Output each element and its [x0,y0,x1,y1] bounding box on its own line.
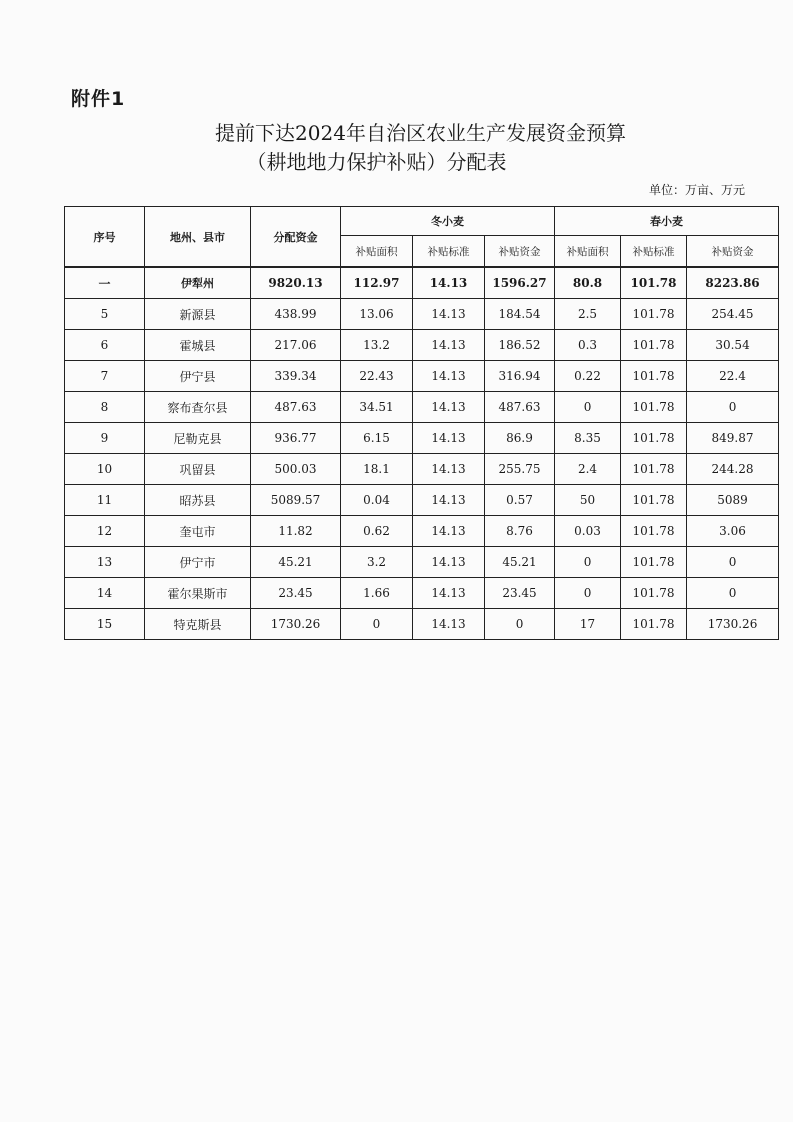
document-title-line-2: （耕地地力保护补贴）分配表 [246,150,507,174]
cell-spring-area: 0.22 [555,361,621,392]
cell-winter-standard: 14.13 [413,485,485,516]
header-spring-wheat: 春小麦 [555,207,779,236]
unit-label: 单位：万亩、万元 [648,183,745,197]
header-spring-standard: 补贴标准 [621,236,687,268]
cell-spring-funds: 244.28 [687,454,779,485]
table-row [65,516,779,547]
cell-allocation: 9820.13 [251,267,341,299]
cell-spring-area: 2.5 [555,299,621,330]
cell-spring-funds: 1730.26 [687,609,779,640]
cell-winter-funds: 1596.27 [485,267,555,299]
cell-winter-funds: 8.76 [485,516,555,547]
cell-spring-funds: 254.45 [687,299,779,330]
header-winter-wheat: 冬小麦 [341,207,555,236]
cell-seq: 8 [65,392,145,423]
cell-spring-standard: 101.78 [621,547,687,578]
cell-spring-area: 0 [555,392,621,423]
cell-winter-area: 13.06 [341,299,413,330]
table-header-row [65,207,779,236]
cell-spring-funds: 30.54 [687,330,779,361]
cell-winter-standard: 14.13 [413,547,485,578]
cell-seq: 7 [65,361,145,392]
cell-winter-funds: 255.75 [485,454,555,485]
cell-seq: 14 [65,578,145,609]
cell-region: 特克斯县 [145,609,251,640]
cell-seq: 13 [65,547,145,578]
cell-allocation: 936.77 [251,423,341,454]
cell-winter-area: 0.62 [341,516,413,547]
table-row [65,609,779,640]
cell-region: 伊犁州 [145,267,251,299]
cell-allocation: 487.63 [251,392,341,423]
cell-spring-standard: 101.78 [621,299,687,330]
cell-winter-standard: 14.13 [413,330,485,361]
cell-spring-standard: 101.78 [621,485,687,516]
cell-spring-area: 2.4 [555,454,621,485]
cell-spring-area: 17 [555,609,621,640]
cell-winter-standard: 14.13 [413,578,485,609]
cell-winter-funds: 0 [485,609,555,640]
cell-spring-standard: 101.78 [621,423,687,454]
cell-region: 察布查尔县 [145,392,251,423]
table-row [65,423,779,454]
cell-allocation: 339.34 [251,361,341,392]
cell-region: 伊宁县 [145,361,251,392]
header-allocation: 分配资金 [251,207,341,268]
cell-winter-area: 1.66 [341,578,413,609]
cell-spring-area: 0.3 [555,330,621,361]
cell-winter-area: 22.43 [341,361,413,392]
cell-region: 尼勒克县 [145,423,251,454]
cell-spring-area: 80.8 [555,267,621,299]
cell-seq: 11 [65,485,145,516]
cell-winter-area: 34.51 [341,392,413,423]
cell-region: 伊宁市 [145,547,251,578]
cell-winter-area: 18.1 [341,454,413,485]
cell-spring-standard: 101.78 [621,267,687,299]
cell-allocation: 500.03 [251,454,341,485]
allocation-table [64,206,779,640]
cell-winter-area: 112.97 [341,267,413,299]
cell-spring-area: 50 [555,485,621,516]
cell-winter-funds: 86.9 [485,423,555,454]
cell-seq: 15 [65,609,145,640]
cell-winter-area: 6.15 [341,423,413,454]
cell-seq: 12 [65,516,145,547]
cell-spring-standard: 101.78 [621,361,687,392]
cell-seq: 一 [65,267,145,299]
cell-allocation: 45.21 [251,547,341,578]
cell-winter-funds: 184.54 [485,299,555,330]
table-row [65,361,779,392]
cell-winter-area: 13.2 [341,330,413,361]
cell-region: 霍城县 [145,330,251,361]
cell-spring-standard: 101.78 [621,330,687,361]
cell-winter-standard: 14.13 [413,454,485,485]
cell-spring-funds: 0 [687,578,779,609]
table-row [65,392,779,423]
cell-winter-area: 3.2 [341,547,413,578]
cell-spring-funds: 5089 [687,485,779,516]
cell-allocation: 11.82 [251,516,341,547]
table-total-row [65,267,779,299]
cell-spring-funds: 8223.86 [687,267,779,299]
cell-spring-funds: 0 [687,547,779,578]
table-row [65,578,779,609]
cell-winter-area: 0.04 [341,485,413,516]
cell-spring-area: 0 [555,578,621,609]
header-spring-funds: 补贴资金 [687,236,779,268]
cell-region: 奎屯市 [145,516,251,547]
cell-spring-funds: 22.4 [687,361,779,392]
cell-seq: 5 [65,299,145,330]
cell-spring-area: 0 [555,547,621,578]
cell-allocation: 5089.57 [251,485,341,516]
cell-spring-standard: 101.78 [621,578,687,609]
cell-winter-funds: 23.45 [485,578,555,609]
header-winter-area: 补贴面积 [341,236,413,268]
cell-spring-area: 0.03 [555,516,621,547]
cell-allocation: 438.99 [251,299,341,330]
cell-allocation: 23.45 [251,578,341,609]
header-region: 地州、县市 [145,207,251,268]
cell-allocation: 217.06 [251,330,341,361]
cell-winter-funds: 45.21 [485,547,555,578]
header-winter-funds: 补贴资金 [485,236,555,268]
cell-region: 新源县 [145,299,251,330]
table-row [65,454,779,485]
cell-spring-funds: 3.06 [687,516,779,547]
header-seq: 序号 [65,207,145,268]
cell-region: 昭苏县 [145,485,251,516]
cell-winter-standard: 14.13 [413,299,485,330]
cell-allocation: 1730.26 [251,609,341,640]
cell-seq: 6 [65,330,145,361]
cell-region: 巩留县 [145,454,251,485]
cell-seq: 9 [65,423,145,454]
cell-winter-funds: 316.94 [485,361,555,392]
cell-winter-funds: 487.63 [485,392,555,423]
cell-spring-funds: 0 [687,392,779,423]
cell-spring-standard: 101.78 [621,609,687,640]
cell-seq: 10 [65,454,145,485]
cell-winter-standard: 14.13 [413,267,485,299]
cell-spring-area: 8.35 [555,423,621,454]
cell-winter-standard: 14.13 [413,392,485,423]
table-row [65,547,779,578]
cell-winter-funds: 0.57 [485,485,555,516]
cell-spring-standard: 101.78 [621,454,687,485]
header-spring-area: 补贴面积 [555,236,621,268]
cell-winter-standard: 14.13 [413,516,485,547]
table-row [65,485,779,516]
cell-region: 霍尔果斯市 [145,578,251,609]
cell-spring-standard: 101.78 [621,392,687,423]
cell-winter-funds: 186.52 [485,330,555,361]
table-row [65,330,779,361]
cell-spring-standard: 101.78 [621,516,687,547]
cell-spring-funds: 849.87 [687,423,779,454]
cell-winter-standard: 14.13 [413,361,485,392]
document-title-line-1: 提前下达2024年自治区农业生产发展资金预算 [215,121,626,145]
attachment-label: 附件1 [71,88,126,110]
cell-winter-area: 0 [341,609,413,640]
cell-winter-standard: 14.13 [413,423,485,454]
table-row [65,299,779,330]
header-winter-standard: 补贴标准 [413,236,485,268]
cell-winter-standard: 14.13 [413,609,485,640]
